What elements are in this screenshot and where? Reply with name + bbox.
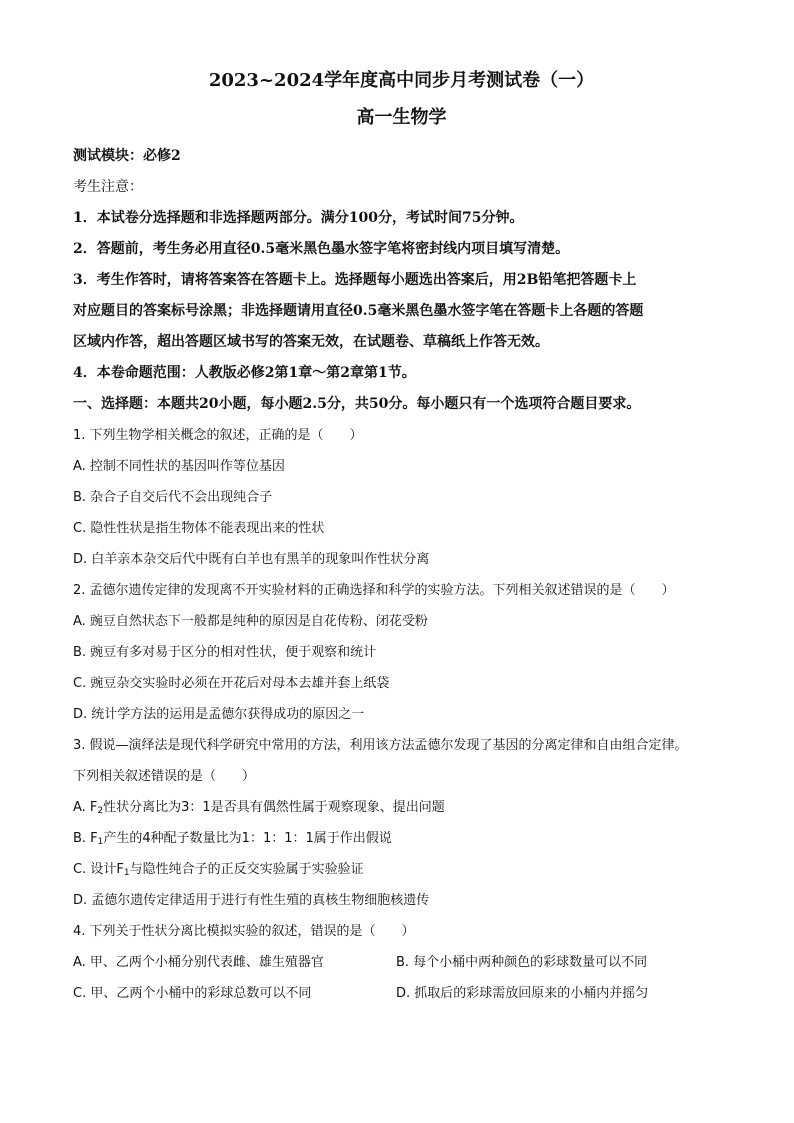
question-2-option-b: B. 豌豆有多对易于区分的相对性状，便于观察和统计 <box>73 645 377 660</box>
question-1-stem: 1. 下列生物学相关概念的叙述，正确的是（ ） <box>73 428 363 443</box>
notice-line-6: 4．本卷命题范围：人教版必修2第1章～第2章第1节。 <box>73 365 416 381</box>
question-4-options-row-2 <box>73 978 730 1009</box>
question-3-option-b: B. $F_1$产生的4种配子数量比为1：1：1：1属于作出假说 <box>73 831 392 847</box>
question-4-stem: 4. 下列关于性状分离比模拟实验的叙述，错误的是（ ） <box>73 924 415 939</box>
notice-line-5: 区域内作答，超出答题区域书写的答案无效，在试题卷、草稿纸上作答无效。 <box>73 334 549 350</box>
question-4-option-d: D. 抓取后的彩球需放回原来的小桶内并摇匀 <box>396 986 649 1001</box>
notice-line-1: 1．本试卷分选择题和非选择题两部分。满分100分，考试时间75分钟。 <box>73 210 524 226</box>
question-4-option-b: B. 每个小桶中两种颜色的彩球数量可以不同 <box>396 955 648 970</box>
question-2-option-a: A. 豌豆自然状态下一般都是纯种的原因是自花传粉、闭花受粉 <box>73 614 428 629</box>
question-4-option-c: C. 甲、乙两个小桶中的彩球总数可以不同 <box>73 986 312 1001</box>
exam-title: 2023~2024学年度高中同步月考测试卷（一） <box>208 70 595 91</box>
question-2-option-d: D. 统计学方法的运用是孟德尔获得成功的原因之一 <box>73 707 365 722</box>
question-3-option-c: C. 设计$F_1$与隐性纯合子的正反交实验属于实验验证 <box>73 862 364 878</box>
question-3-option-d: D. 孟德尔遗传定律适用于进行有性生殖的真核生物细胞核遗传 <box>73 893 430 908</box>
question-1-option-c: C. 隐性性状是指生物体不能表现出来的性状 <box>73 521 325 536</box>
question-4-options-row-1 <box>73 947 730 978</box>
question-3-stem-line-2: 下列相关叙述错误的是（ ） <box>73 769 256 784</box>
question-2-option-c: C. 豌豆杂交实验时必须在开花后对母本去雄并套上纸袋 <box>73 676 390 691</box>
notice-title: 考生注意： <box>73 179 143 195</box>
question-1-option-d: D. 白羊亲本杂交后代中既有白羊也有黑羊的现象叫作性状分离 <box>73 552 430 567</box>
question-1-option-b: B. 杂合子自交后代不会出现纯合子 <box>73 490 273 505</box>
section-heading: 一、选择题：本题共20小题，每小题2.5分，共50分。每小题只有一个选项符合题目要求。 <box>73 396 641 412</box>
notice-line-2: 2．答题前，考生务必用直径0.5毫米黑色墨水签字笔将密封线内项目填写清楚。 <box>73 241 570 257</box>
test-module: 测试模块：必修2 <box>73 148 181 164</box>
notice-line-3: 3．考生作答时，请将答案答在答题卡上。选择题每小题选出答案后，用2B铅笔把答题卡上 <box>73 272 637 288</box>
question-4-option-a: A. 甲、乙两个小桶分别代表雌、雄生殖器官 <box>73 955 324 970</box>
question-3-stem-line-1: 3. 假说—演绎法是现代科学研究中常用的方法，利用该方法孟德尔发现了基因的分离定律和自由组合定律。 <box>73 738 688 753</box>
question-3-option-a: A. $F_2$性状分离比为3：1是否具有偶然性属于观察现象、提出问题 <box>73 800 445 816</box>
exam-subject: 高一生物学 <box>356 107 447 128</box>
question-2-stem: 2. 孟德尔遗传定律的发现离不开实验材料的正确选择和科学的实验方法。下列相关叙述错误的是（ ） <box>73 583 675 598</box>
question-1-option-a: A. 控制不同性状的基因叫作等位基因 <box>73 459 285 474</box>
notice-line-4: 对应题目的答案标号涂黑；非选择题请用直径0.5毫米黑色墨水签字笔在答题卡上各题的答题 <box>73 303 644 319</box>
